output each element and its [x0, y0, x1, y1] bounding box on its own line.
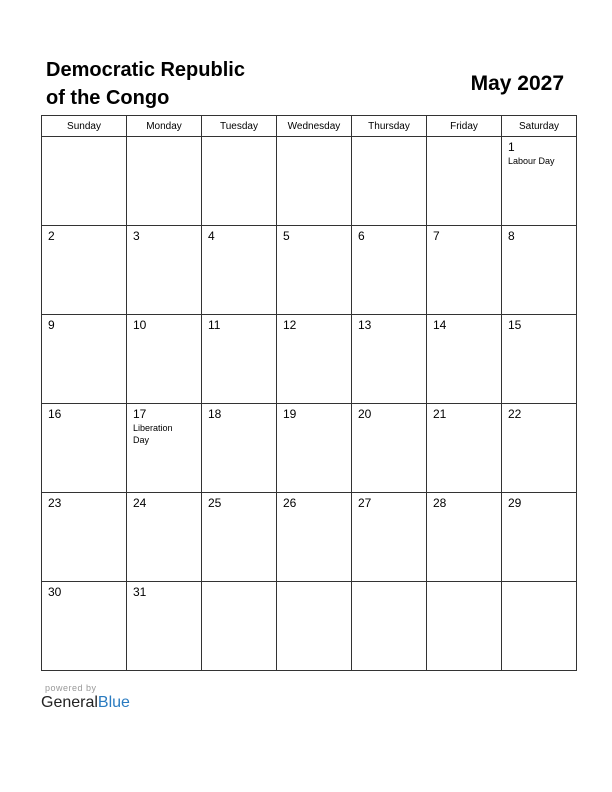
day-cell-friday: [427, 582, 502, 671]
day-cell-content: [277, 315, 351, 403]
day-cell-content: [352, 404, 426, 492]
day-cell-friday: [427, 226, 502, 315]
day-cell-content: [202, 404, 276, 492]
day-cell-sunday: [42, 137, 127, 226]
weekday-sunday: Sunday: [42, 116, 127, 137]
day-cell-monday: [127, 404, 202, 493]
day-cell-thursday: [352, 315, 427, 404]
day-cell-tuesday: [202, 226, 277, 315]
day-cell-friday: [427, 404, 502, 493]
weekday-monday: Monday: [127, 116, 202, 137]
day-cell-wednesday: [277, 404, 352, 493]
logo-text-general: General: [41, 694, 98, 711]
day-number: 28: [433, 496, 447, 510]
day-cell-thursday: [352, 226, 427, 315]
day-cell-content: [277, 493, 351, 581]
day-cell-content: [202, 582, 276, 670]
day-cell-content: [502, 137, 576, 225]
day-number: 26: [283, 496, 297, 510]
day-number: 9: [48, 318, 55, 332]
day-cell-saturday: [502, 137, 577, 226]
day-number: 3: [133, 229, 140, 243]
day-cell-content: [352, 582, 426, 670]
day-cell-monday: [127, 315, 202, 404]
day-number: 27: [358, 496, 372, 510]
day-cell-content: [352, 315, 426, 403]
day-number: 14: [433, 318, 447, 332]
logo-text-blue: Blue: [97, 694, 130, 711]
day-number: 8: [508, 229, 515, 243]
day-number: 11: [208, 318, 221, 332]
day-cell-content: [352, 137, 426, 225]
month-year-title: May 2027: [470, 72, 564, 95]
day-cell-content: [427, 137, 501, 225]
day-cell-monday: [127, 493, 202, 582]
day-number: 16: [48, 407, 62, 421]
day-cell-content: [427, 226, 501, 314]
day-number: 29: [508, 496, 522, 510]
day-cell-saturday: [502, 582, 577, 671]
day-cell-thursday: [352, 404, 427, 493]
week-row: [42, 226, 577, 315]
day-number: 18: [208, 407, 222, 421]
day-cell-content: [502, 493, 576, 581]
weekday-tuesday: Tuesday: [202, 116, 277, 137]
day-cell-content: [202, 315, 276, 403]
day-number: 10: [133, 318, 147, 332]
day-number: 31: [133, 585, 147, 599]
day-cell-content: [42, 493, 126, 581]
weekday-wednesday: Wednesday: [277, 116, 352, 137]
day-cell-content: [352, 493, 426, 581]
day-cell-tuesday: [202, 582, 277, 671]
day-cell-friday: [427, 493, 502, 582]
day-number: 25: [208, 496, 222, 510]
day-cell-content: [277, 582, 351, 670]
day-cell-content: [277, 404, 351, 492]
weekday-header-row: [42, 116, 577, 137]
day-cell-saturday: [502, 315, 577, 404]
calendar-grid: [41, 115, 577, 671]
day-number: 21: [433, 407, 447, 421]
week-row: [42, 493, 577, 582]
day-cell-monday: [127, 226, 202, 315]
day-cell-content: [127, 493, 201, 581]
day-cell-content: [427, 315, 501, 403]
day-cell-sunday: [42, 226, 127, 315]
day-cell-monday: [127, 137, 202, 226]
week-row: [42, 137, 577, 226]
day-number: 17: [133, 407, 147, 421]
day-cell-friday: [427, 315, 502, 404]
calendar-body: [42, 137, 577, 671]
day-number: 24: [133, 496, 147, 510]
weekday-thursday: Thursday: [352, 116, 427, 137]
day-cell-thursday: [352, 582, 427, 671]
day-number: 30: [48, 585, 62, 599]
day-cell-content: [427, 582, 501, 670]
day-number: 2: [48, 229, 55, 243]
holiday-label: Liberation Day: [133, 423, 173, 445]
day-cell-content: [42, 582, 126, 670]
day-cell-friday: [427, 137, 502, 226]
powered-by-text: powered by: [45, 683, 97, 693]
day-cell-wednesday: [277, 582, 352, 671]
day-cell-wednesday: [277, 226, 352, 315]
day-cell-content: [127, 582, 201, 670]
day-cell-sunday: [42, 315, 127, 404]
day-cell-sunday: [42, 493, 127, 582]
day-cell-tuesday: [202, 137, 277, 226]
day-number: 13: [358, 318, 372, 332]
day-cell-sunday: [42, 582, 127, 671]
day-number: 20: [358, 407, 372, 421]
day-cell-content: [127, 404, 201, 492]
week-row: [42, 404, 577, 493]
day-cell-content: [42, 226, 126, 314]
country-title-line2: of the Congo: [46, 87, 170, 109]
day-cell-content: [127, 137, 201, 225]
day-number: 22: [508, 407, 522, 421]
day-cell-wednesday: [277, 493, 352, 582]
day-cell-content: [42, 315, 126, 403]
day-cell-content: [502, 404, 576, 492]
weekday-friday: Friday: [427, 116, 502, 137]
day-number: 12: [283, 318, 297, 332]
country-title-line1: Democratic Republic: [46, 59, 245, 81]
day-number: 1: [508, 140, 515, 154]
day-number: 23: [48, 496, 62, 510]
day-cell-content: [202, 493, 276, 581]
day-cell-content: [427, 404, 501, 492]
day-cell-content: [127, 315, 201, 403]
weekday-saturday: Saturday: [502, 116, 577, 137]
day-number: 19: [283, 407, 297, 421]
week-row: [42, 315, 577, 404]
day-number: 6: [358, 229, 365, 243]
day-cell-saturday: [502, 493, 577, 582]
day-cell-thursday: [352, 493, 427, 582]
day-cell-saturday: [502, 404, 577, 493]
country-title: [46, 56, 306, 112]
day-cell-tuesday: [202, 315, 277, 404]
day-cell-tuesday: [202, 404, 277, 493]
day-cell-content: [42, 404, 126, 492]
day-cell-content: [352, 226, 426, 314]
day-cell-content: [277, 226, 351, 314]
day-number: 15: [508, 318, 522, 332]
day-cell-content: [202, 137, 276, 225]
day-cell-sunday: [42, 404, 127, 493]
day-cell-content: [127, 226, 201, 314]
day-number: 5: [283, 229, 290, 243]
day-cell-content: [202, 226, 276, 314]
generalblue-logo: [41, 694, 130, 712]
day-cell-content: [427, 493, 501, 581]
day-cell-wednesday: [277, 137, 352, 226]
day-cell-saturday: [502, 226, 577, 315]
day-number: 7: [433, 229, 440, 243]
day-cell-content: [277, 137, 351, 225]
day-cell-content: [502, 226, 576, 314]
day-cell-content: [502, 582, 576, 670]
day-cell-monday: [127, 582, 202, 671]
day-cell-content: [42, 137, 126, 225]
holiday-label: Labour Day: [508, 156, 555, 166]
week-row: [42, 582, 577, 671]
day-number: 4: [208, 229, 215, 243]
day-cell-wednesday: [277, 315, 352, 404]
day-cell-tuesday: [202, 493, 277, 582]
day-cell-content: [502, 315, 576, 403]
day-cell-thursday: [352, 137, 427, 226]
